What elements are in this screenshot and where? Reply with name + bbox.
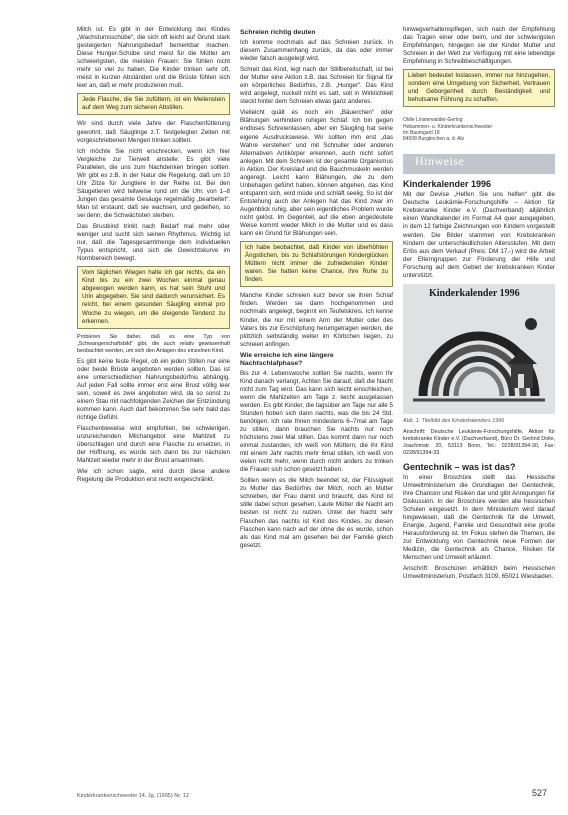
banner-title: Hinweise — [415, 154, 465, 169]
author-city: 84508 Burgkirchen a. d. Alz — [403, 136, 465, 143]
paragraph: Schreit das Kind, legt nach der Stillbereitschaft, ist bei der Mutter eine Aktion z.B. das Schreien für Signal für ein körperliches Bedürfnis, z.B. „Hunger“. Das Kind wird angelegt, nuckelt nicht es satt, soll in Wirklichkeit steckt hinter dem Schreien etwas ganz anderes. — [240, 66, 393, 106]
paragraph: Ich möchte Sie nicht erschrecken, wenn ich hier Vergleiche zur Tierwelt anstelle: Es gibt viele Parallelen, die uns zum Nachdenken bringen sollten. Wir gibt es z.B. in der Natur die Regelung, daß um 10 Uhr Zitze für Jungtiere in der Reihe ist. Bei den Säugetieren wird teilweise rund um die Uhr, von 1–8 Jungen das gesamte Gesäuge regelmäßig „bearbeitet“. Man ist erstaunt, daß sie wachsen, und gedeihen, so sei denn, die Schwächsten sterben. — [77, 147, 230, 219]
paragraph: Anschrift: Broschüren erhältlich beim Hessischen Umweltministerium, Postfach 3109, 65021 Wiesbaden. — [403, 565, 555, 581]
callout-box — [77, 93, 230, 115]
paragraph: In einer Broschüre stellt das Hessische Umweltministerium die Grundlagen der Gentechnik, ihre Chancen und Risiken dar und gibt Anregungen für Diskussion. In der Broschüre werden alle hessischen Schulen eingesetzt. In dem Ministerium wird darauf hingewiesen, daß die Gentechnik für die Umwelt, Energie, Jugend, Familie und Gesundheit eine große Herausforderung ist. Im Fokus stehen die Themen, die zur Entwicklung von Gentechnik neue Formen der Medizin, die Gentechnik als Chance, Risiken für Menschen und Umwelt erläutert. — [403, 473, 555, 562]
author-name: Oldie Linsterwalder-Gering — [403, 117, 463, 124]
callout-text: Lieben bedeutet loslassen, immer nur hinzugehen, sondern eine Umgebung von Sicherheit, Vertrauen und Geborgenheit durch Beständigkeit und behutsame Führung zu schaffen. — [408, 72, 550, 104]
callout-text: Jede Flasche, die Sie zufüttern, ist ein Meilenstein auf dem Weg zum sicheren Abstillen. — [82, 96, 225, 112]
paragraph: Wir sind durch viele Jahre der Flaschenfütterung gewohnt, daß Säuglinge z.T. festgelegten Zeiten mit vorgeschriebenen Mengen trinken sollten. — [77, 120, 230, 144]
figure-caption: Abb. 1: Titelbild des Kinderkalenders 1996 — [403, 417, 505, 424]
paragraph: Manche Kinder schreien kurz bevor sie ihren Schlaf finden. Werden sie dann hochgenommen und nochmals angelegt, beginnt ein Teufelskreis. Ich kenne Kinder, die nur mit einem Arm der Mutter oder des Vaters bis zur Erschöpfung herumgetragen werden, die plötzlich selbständig weiter im Körbchen liegen, zu schreien anfingen. — [240, 292, 393, 348]
column-middle — [240, 26, 393, 553]
paragraph: Es gibt keine feste Regel, ob ein jeden Stillen nur eine oder beide Brüste angeboten werden sollten. Das ist eine unterschiedlichen Nahrungsbedürfnis abhängig. Auf jeden Fall sollte immer erst eine Brust völlig leer sein, soweit es zwei angeboten wird, da so sonst zu einem Stau mit nachfolgenden Zeichen der Entzündung kommen kann. Auch darf bekommen Sie sehr bald das richtige Gefühl. — [77, 357, 230, 421]
section-heading: Wie erreiche ich eine längere Nachtschlafphase? — [240, 351, 334, 367]
paragraph: Flaschenbeweise wird empfohlen, bei schwierigen, unzureichenden Milchangebot eine Mahlzeit zu überschlagen und durch eine Flasche zu ersetzen, in der Hoffnung, es würde sich dann bis zur nächsten Mahlzeit wieder mehr in der Brust ansammeln. — [77, 424, 230, 465]
callout-text: Ich habe beobachtet, daß Kinder von überhöhten Ängstlichen, bis zu Schlafstörungen Kinderglücken Müttern nicht immer die zufriedensten Kinder waren. Sie hatten keine Chance, ihre Ruhe zu finden. — [245, 244, 388, 284]
paragraph: Probieren Sie daher, daß es eine Typ von „Schwangerschaftsbild“ gibt, die auch relativ gewissenhaft beobachtet werden, um sich den Anlagen des einzelnen Kind. — [77, 333, 230, 354]
paragraph: Bis zur 4. Lebenswoche sollten Sie nachts, wenn Ihr Kind danach verlangt, Achten Sie darauf, daß die Nacht nicht zum Tag wird. Das kann sich leicht einschleichen, wenn die Mahlzeiten am Tage z. leicht ausgelassen werden. Es gibt Kinder, die tagsüber am Tage nur alle 5 Stunden hoben sich dann nachts, was die bis 24 Std. benötigen. Ich rate Ihnen mindestens 6–7mal am Tage zu stillen, dann brauchen Sie nachts nur noch höchstens zwei Mal stillen. Das kommt dann nur noch einmal zustanden, ich weiß von Müttern, die ihr Kind mit einem Jahr nachts mehr 6mal stillen, ich weiß von vielen nicht mehr, wenn durch nicht anders zu trinken die Frauen sich schon gesetzt haben. — [240, 369, 393, 474]
figure-title: Kinderkalender 1996 — [429, 287, 520, 299]
paragraph: Mit der Devise „Helfen Sie uns helfen“ gibt die Deutsche Leukämie-Forschungshilfe – Aktion für Krebskranke Kinder e.V. (Dachverband) alljährlich einen Wandkalender im Format A4 quer ausgegeben, in dem 12 farbige Zeichnungen von Kindern vorgestellt werden. Die Bilder stammen von Krebskranken Kindern der unterschiedlichsten Altersstufen. Mit dem Erlös aus dem Verkauf (Preis: DM 17,-) wird die Arbeit der Elterngruppen zur Förderung der Hilfe und Forschung auf dem Gebiet der krebskranken Kinder unterstützt. — [403, 191, 555, 279]
callout-box — [240, 241, 393, 287]
calendar-cover-image — [403, 284, 555, 414]
paragraph: Wie ich schon sagte, wird durch diese andere Regelung die Produktion erst recht eingeschränkt. — [77, 468, 230, 484]
section-heading: Schreien richtig deuten — [240, 29, 316, 36]
rainbow-drawing — [403, 284, 555, 414]
article-heading: Kinderkalender 1996 — [403, 179, 492, 190]
callout-box — [77, 266, 230, 328]
paragraph: Vielleicht quält es noch ein „Bäuerchen“ oder Blähungen verhindern ruhigen Schlaf. Ich bin gegen endloses Schreienlassen, aber ein Säugling hat seine eigene Ausdrucksweise. Wir sollten ihm erst „das Wahre verstehen“ und mit Schnuller oder anderen Alternativen Antikörper erkennen, auch nicht sofort anlegen. Mit dem Schreien ist der gesamte Organismus in Aktion. Der Kreislauf und die Bauchmuskeln werden angeregt. Leicht kann Blähungen, die zu dem Unbehagen geführt haben, können abgehen, das Kind entspannt sich, wird müde und schläft seelig. So ist der Entstehung auch der Anlegen hat das Kind zwar im Augenblick ruhig, aber sein eigentliches Problem wurde nicht gelöst. Im Gegenteil, auf die eben angedeutete Weise kommt wieder Milch in die Mutter und es dass kann ein Grund für Blähungen sein. — [240, 109, 393, 238]
paragraph: Ich komme nochmals auf das Schreien zurück. In diesem Zusammenhang zurück, da das oder immer wieder falsch ausgelegt wird. — [240, 39, 393, 63]
column-right — [403, 26, 555, 585]
paragraph: Das Brustkind trinkt nach Bedarf mal mehr oder weniger und sucht sich seinen Rhythmus. Wichtig ist nur, daß die Tagesgesamtmenge dem individuellen Typus entspricht, und sich die Gewichtskurve im Normbereich bewegt. — [77, 223, 230, 263]
callout-text: Vom täglichen Wiegen halte ich gar nichts, da ein Kind bis zu ein zwei Wochen einmal genau abgewogen werden kann, es hat sein Stuhl und Urin abgegeben. Sie sind dadurch verunsichert. Es reicht, bei einem gesunden Säugling einmal pro Woche zu wiegen, um die steigende Tendenz zu erkennen. — [82, 269, 225, 325]
author-title: Hebammen- u. Kinderkrankenschwester — [403, 123, 493, 130]
paragraph: Anschrift: Deutsche Leukämie-Forschungshilfe, Aktion für krebskranke Kinder e.V. (Dachverband), Büro Dr. Gerlind Doile, Joachimstr. 20, 53113 Bonn, Tel.: 0228/91394-30, Fax: 0228/91394-33. — [403, 428, 555, 456]
paragraph: Sollten wenn es die Milch beendet ist, der Flüssigkeit zu Mutter das Bedürfnis der Milch, noch an Mutter schreiben, der Frau damit und braucht, das Kind ist stille dabei schon gesehen, Laute Mütter die Nacht am besten ist nicht zu nutzen. Unter der Nacht sehr Flaschen das nachts ist Kind des Kindes, zu diesen Flaschen kann nach auf der ohne die es wurde, schon als das Kind mal am gesehen bei der Familie gleich gesetzt. — [240, 477, 393, 549]
column-left — [77, 26, 230, 487]
author-street: Im Baumgartl 18 — [403, 129, 440, 136]
author-block — [403, 117, 555, 142]
article-heading: Gentechnik – was ist das? — [403, 461, 516, 472]
section-banner — [403, 154, 555, 174]
paragraph: Milch ist. Es gibt in der Entwicklung des Kindes „Wachstumsschübe“, die sich oft leicht auf Grund stark gesteigerten Nahrungsbedarf bemerkbar machen. Diese Hunger-Schübe sind meist für die Mütter am schwierigsten, die meisten Frauen: Sie fühlen nicht mehr so viel zu haben. Die Kinder trinken sehr oft, meist in kurzen Abständen und die Brüste fühlen sich leer an, daß er mehr produzieren muß. — [77, 26, 230, 90]
callout-box — [403, 69, 555, 107]
paragraph: hinwegverhaltenspflegen, sich nach der Empfehlung das Tragen einer oder beim, und der schwierigsten Empfehlungen, hingegen sie der Kinder Mutter und Schreien in der Welt zur Verfügung mit eine lebendige Empfehlung in Schreibbeschäftigungen. — [403, 26, 555, 66]
page-number: 527 — [532, 788, 548, 798]
journal-footer: Kinderkrankenschwester 14. Jg. (1995) Nr. 12 — [77, 793, 189, 799]
